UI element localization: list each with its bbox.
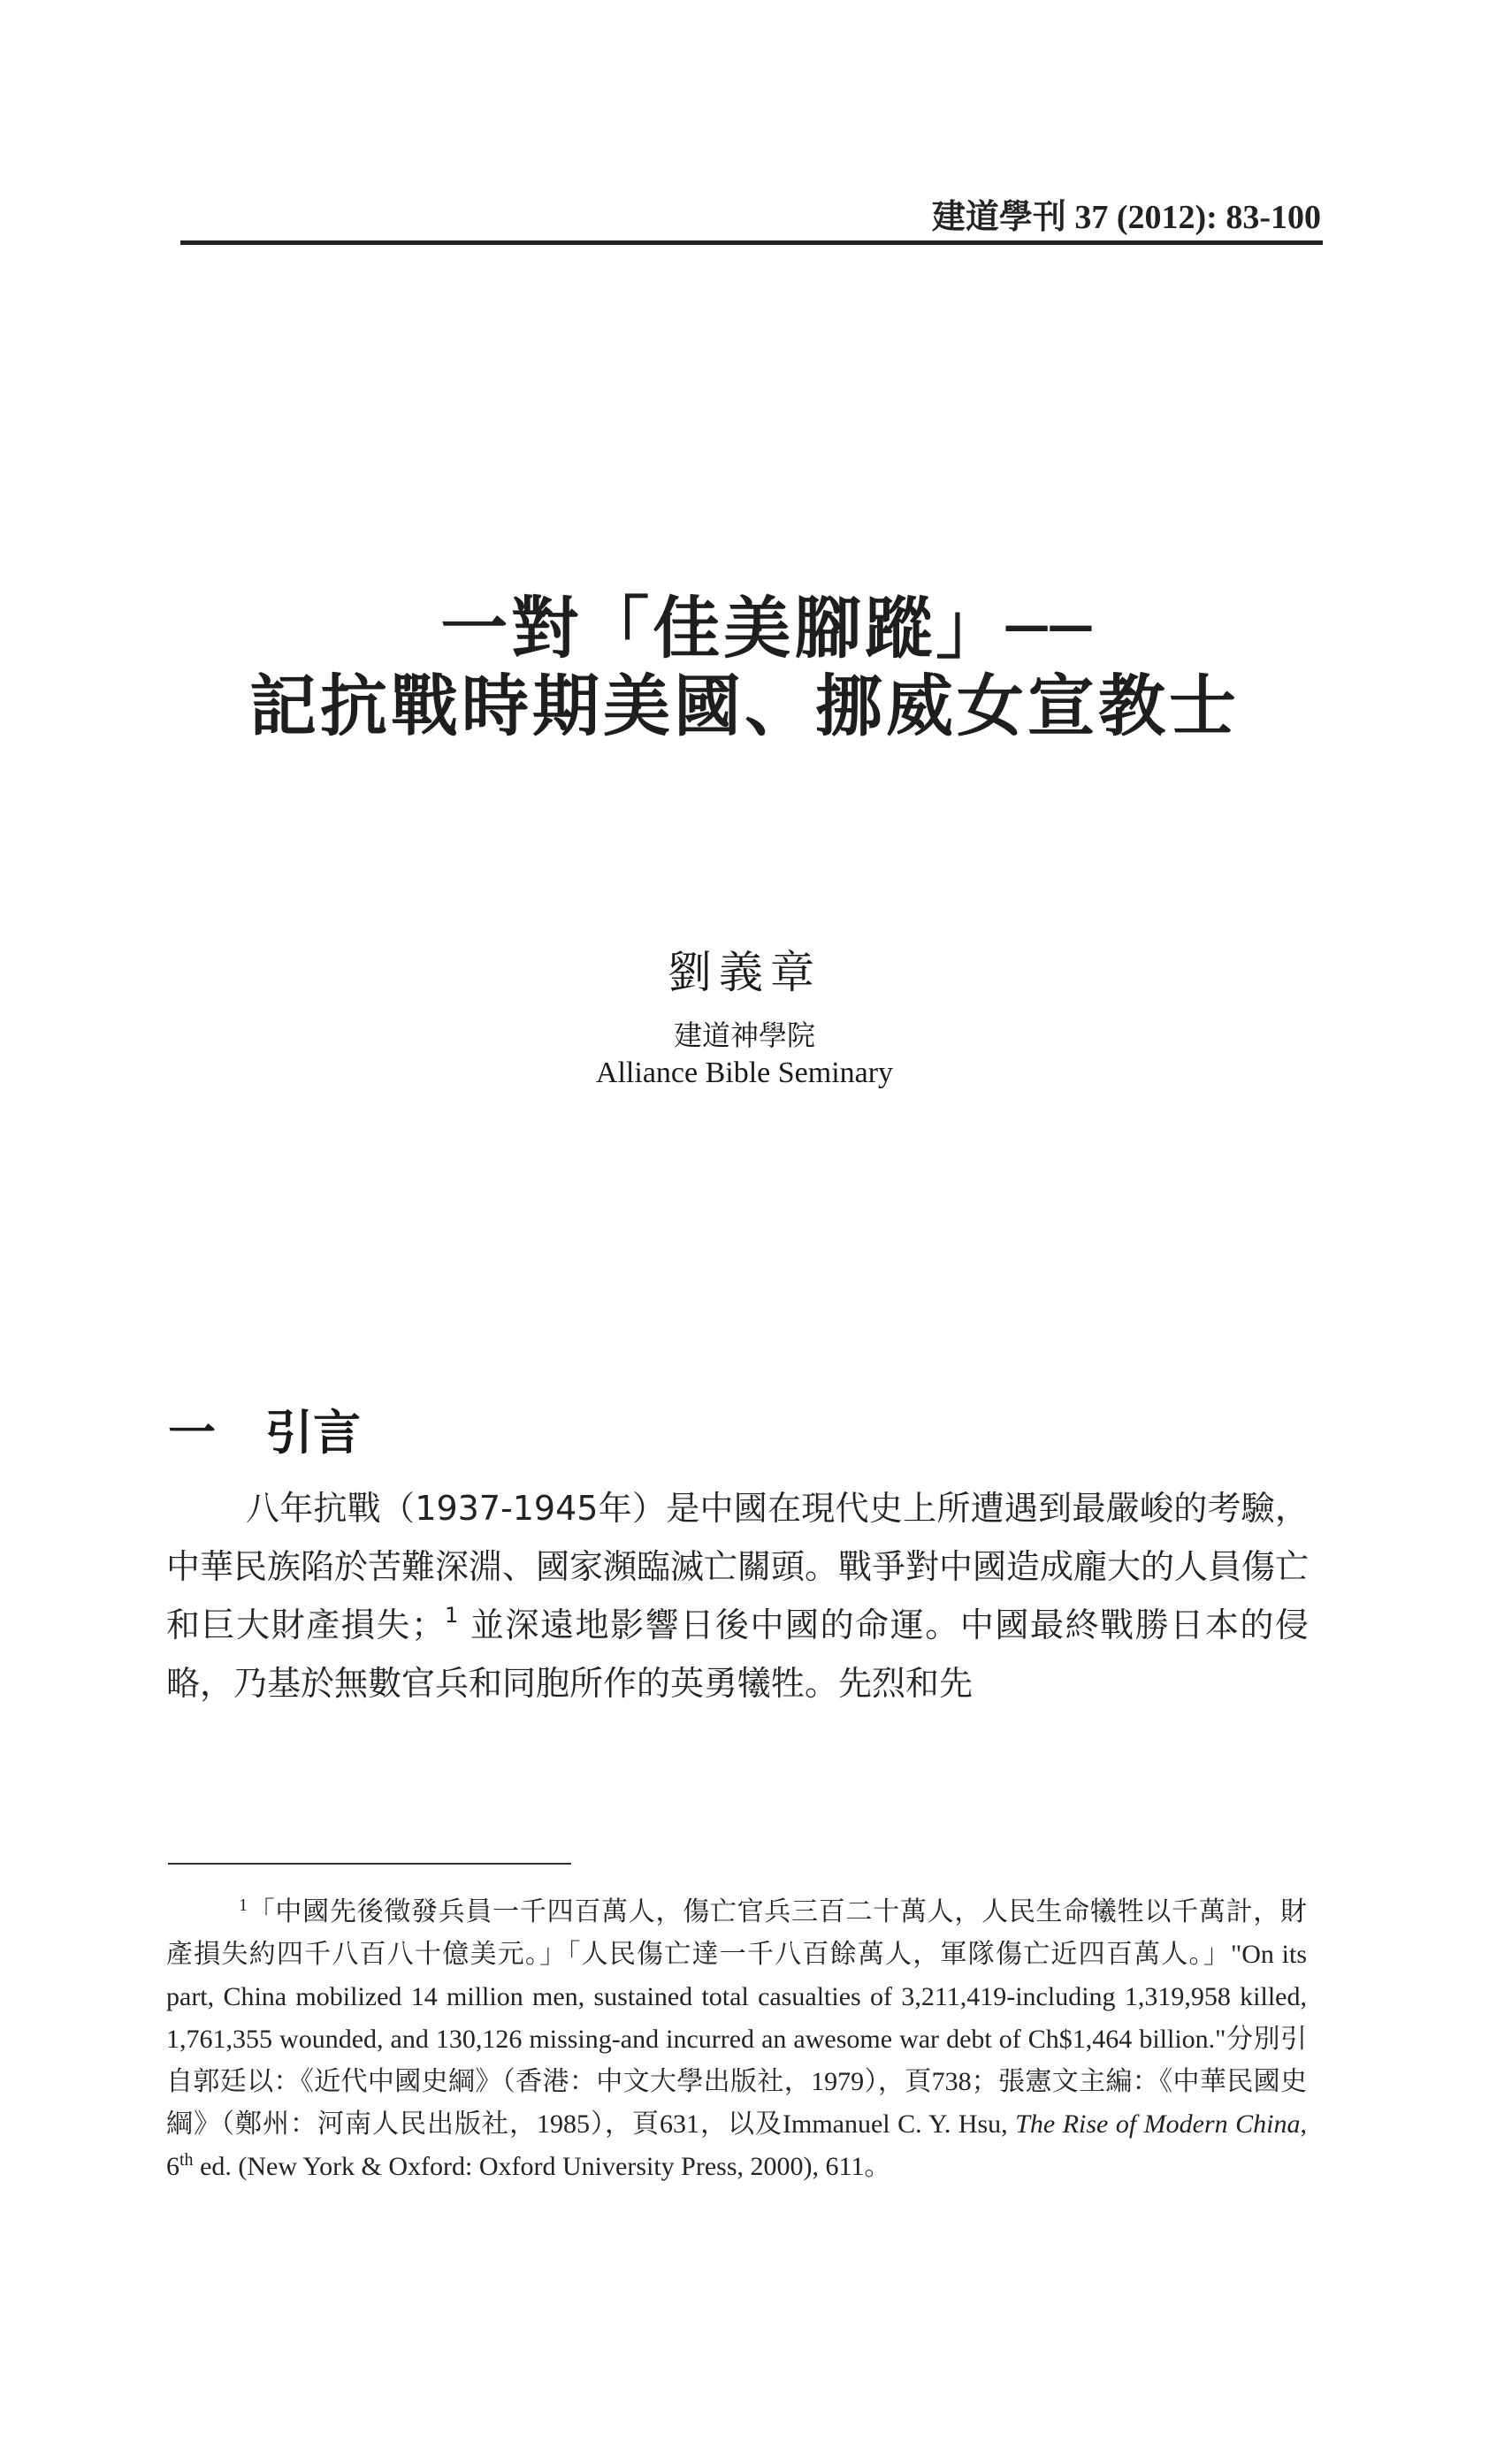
body-text-part-1: 八年抗戰（1937-1945年）是中國在現代史上所遭遇到最嚴峻的考驗，中華民族陷於苦難深淵、國家瀕臨滅亡關頭。戰爭對中國造成龐大的人員傷亡和巨大財產損失； [166,1489,1310,1644]
footnote-rule [168,1863,571,1865]
section-title: 引言 [265,1405,361,1461]
author-affiliation-cn: 建道神學院 [673,1018,815,1052]
footnote-text-2: , 6 [166,2109,1308,2181]
section-heading [168,1395,361,1463]
body-text-part-2: 並深遠地影響日後中國的命運。中國最終戰勝日本的侵略，乃基於無數官兵和同胞所作的英勇犧牲。先烈和先 [166,1606,1309,1703]
footnote [166,1891,1307,2188]
author-affiliation-en: Alliance Bible Seminary [595,1057,894,1089]
footnote-edition-sup: th [179,2150,194,2170]
journal-citation: 37 (2012): 83-100 [1074,199,1321,236]
footnote-book-title: The Rise of Modern China [1015,2109,1301,2139]
footnote-reference[interactable]: 1 [444,1603,459,1629]
body-paragraph [166,1479,1309,1713]
footnote-text-3: ed. (New York & Oxford: Oxford University Press, 2000), 611。 [193,2152,891,2181]
footnote-text-1: 「中國先後徵發兵員一千四百萬人，傷亡官兵三百二十萬人，人民生命犧牲以千萬計，財產損失約四千八百八十億美元。」「人民傷亡達一千八百餘萬人，軍隊傷亡近四百萬人。」"On its part, China mobilized 14 million men, sustained total casualties of 3,211,419-including 1,319,958 killed, 1,761,355 wounded, and 130,126 missing-and incurred an awesome war debt of Ch$1,464 billion."分別引自郭廷以：《近代中國史綱》（香港：中文大學出版社，1979），頁738；張憲文主編：《中華民國史綱》（鄭州：河南人民出版社，1985），頁631，以及Immanuel C. Y. Hsu, [166,1897,1307,2139]
header-rule [180,240,1323,245]
footnote-mark: 1 [239,1896,248,1915]
article-title-line-1: 一對「佳美腳蹤」── [440,589,1095,667]
running-header [180,189,1321,238]
author-name: 劉義章 [668,947,821,998]
section-number: 一 [168,1405,216,1461]
journal-name: 建道學刊 [931,199,1066,236]
article-title-line-2: 記抗戰時期美國、挪威女宣教士 [249,667,1240,745]
